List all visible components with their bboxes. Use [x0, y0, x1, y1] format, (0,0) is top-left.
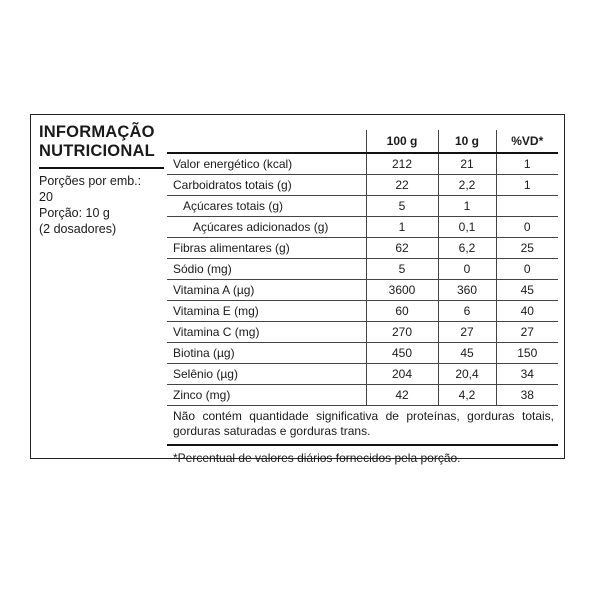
table-row [167, 343, 558, 364]
serving-info [39, 173, 164, 237]
value-per-10g: 6 [438, 301, 496, 322]
nutrient-name: Zinco (mg) [173, 388, 231, 402]
value-per-100g: 5 [366, 196, 438, 217]
value-per-10g: 6,2 [438, 238, 496, 259]
daily-value-percent: 150 [496, 343, 558, 364]
portion-note: (2 dosadores) [39, 222, 117, 236]
nutrient-name: Fibras alimentares (g) [173, 241, 290, 255]
daily-value-percent: 0 [496, 217, 558, 238]
nutrient-name: Vitamina A (µg) [173, 283, 255, 297]
nutrient-name: Açúcares adicionados (g) [193, 220, 329, 234]
table-header-row [167, 130, 558, 153]
label-header [39, 123, 164, 237]
nutrition-label [30, 114, 565, 465]
value-per-10g: 45 [438, 343, 496, 364]
value-per-100g: 42 [366, 385, 438, 406]
daily-value-percent: 45 [496, 280, 558, 301]
table-row [167, 196, 558, 217]
header-per-10g: 10 g [438, 130, 496, 153]
title-line-1: INFORMAÇÃO [39, 123, 155, 141]
title-divider [39, 167, 164, 169]
table-row [167, 175, 558, 196]
value-per-10g: 27 [438, 322, 496, 343]
note-row [167, 406, 558, 446]
value-per-100g: 450 [366, 343, 438, 364]
nutrient-name: Sódio (mg) [173, 262, 232, 276]
not-significant-note: Não contém quantidade significativa de proteínas, gorduras totais, gorduras saturadas e gorduras trans. [173, 409, 554, 438]
daily-value-percent: 25 [496, 238, 558, 259]
value-per-100g: 5 [366, 259, 438, 280]
daily-value-percent: 1 [496, 153, 558, 175]
value-per-100g: 62 [366, 238, 438, 259]
header-per-100g: 100 g [366, 130, 438, 153]
table-row [167, 217, 558, 238]
nutrition-table [167, 130, 558, 466]
daily-value-percent [496, 196, 558, 217]
value-per-100g: 204 [366, 364, 438, 385]
daily-value-percent: 34 [496, 364, 558, 385]
value-per-10g: 0 [438, 259, 496, 280]
nutrient-name: Vitamina E (mg) [173, 304, 259, 318]
value-per-100g: 212 [366, 153, 438, 175]
portion-size: Porção: 10 g [39, 206, 110, 220]
daily-value-percent: 27 [496, 322, 558, 343]
servings-per-package-value: 20 [39, 190, 53, 204]
table-row [167, 259, 558, 280]
nutrient-name: Selênio (µg) [173, 367, 238, 381]
value-per-100g: 270 [366, 322, 438, 343]
servings-per-package-label: Porções por emb.: [39, 174, 142, 188]
header-daily-value: %VD* [496, 130, 558, 153]
nutrient-name: Biotina (µg) [173, 346, 235, 360]
value-per-100g: 1 [366, 217, 438, 238]
value-per-10g: 0,1 [438, 217, 496, 238]
daily-value-percent: 1 [496, 175, 558, 196]
value-per-100g: 60 [366, 301, 438, 322]
value-per-10g: 4,2 [438, 385, 496, 406]
table-row [167, 280, 558, 301]
table-row [167, 153, 558, 175]
value-per-10g: 21 [438, 153, 496, 175]
table-row [167, 322, 558, 343]
daily-value-percent: 40 [496, 301, 558, 322]
value-per-10g: 2,2 [438, 175, 496, 196]
daily-value-percent: 38 [496, 385, 558, 406]
header-nutrient [167, 130, 366, 153]
value-per-10g: 20,4 [438, 364, 496, 385]
nutrient-name: Valor energético (kcal) [173, 157, 293, 171]
nutrient-rows [167, 153, 558, 406]
value-per-100g: 22 [366, 175, 438, 196]
daily-value-percent: 0 [496, 259, 558, 280]
table-row [167, 385, 558, 406]
value-per-100g: 3600 [366, 280, 438, 301]
nutrient-name: Vitamina C (mg) [173, 325, 260, 339]
nutrient-name: Carboidratos totais (g) [173, 178, 292, 192]
label-title [39, 123, 164, 161]
value-per-10g: 360 [438, 280, 496, 301]
nutrient-name: Açúcares totais (g) [183, 199, 284, 213]
value-per-10g: 1 [438, 196, 496, 217]
table-row [167, 364, 558, 385]
footnote-row [167, 445, 558, 466]
table-row [167, 301, 558, 322]
title-line-2: NUTRICIONAL [39, 142, 155, 160]
table-row [167, 238, 558, 259]
daily-value-footnote: *Percentual de valores diários fornecidos pela porção. [173, 451, 461, 465]
